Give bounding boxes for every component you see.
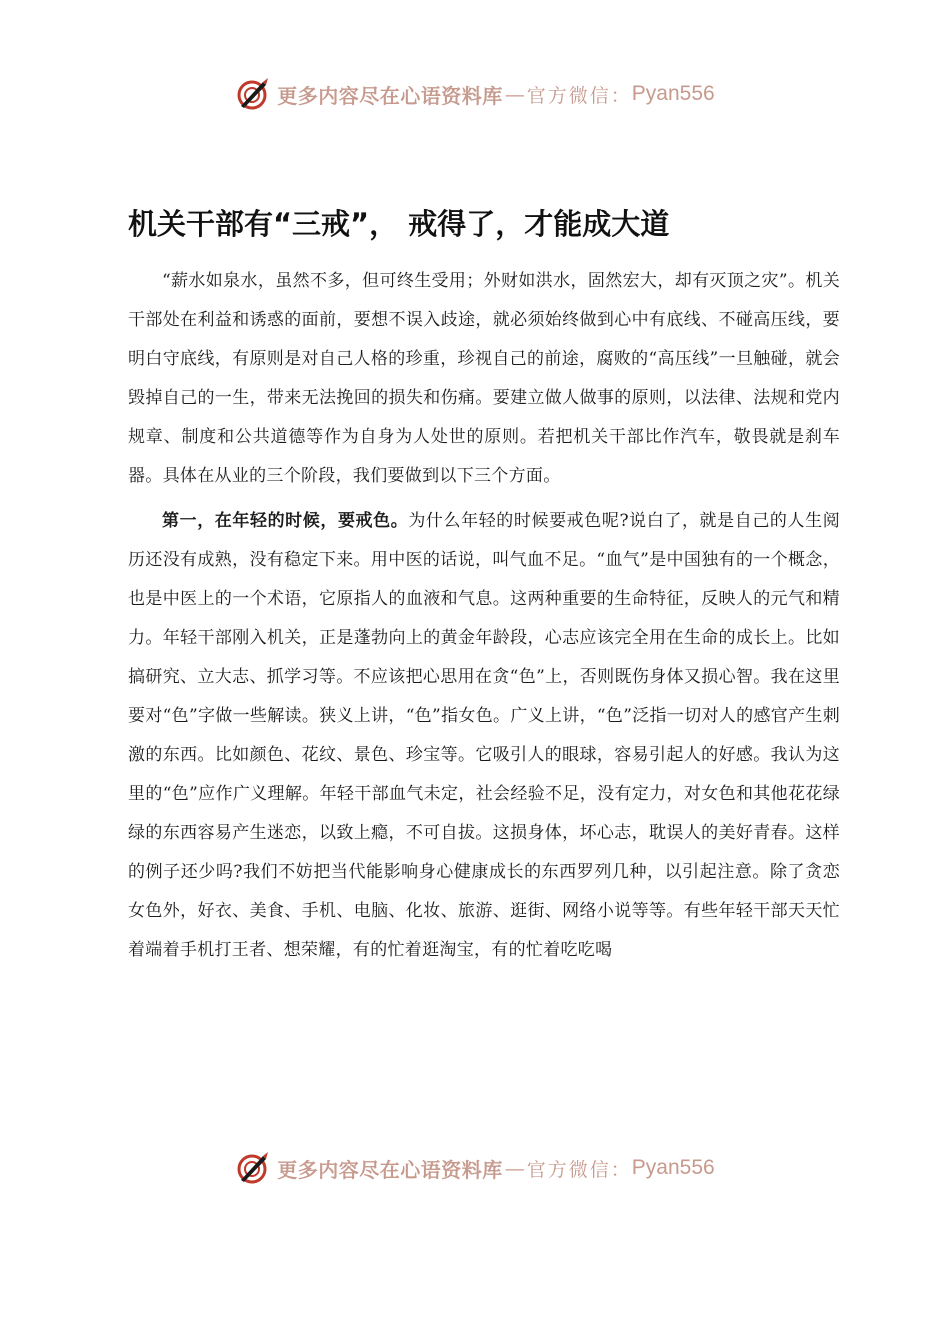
banner-slogan: 更多内容尽在心语资料库 [277,83,503,108]
banner-separator: — [504,1156,525,1180]
intro-paragraph: “薪水如泉水，虽然不多，但可终生受用；外财如洪水，固然宏大，却有灭顶之灾”。机关干部处在利益和诱惑的面前，要想不误入歧途，就必须始终做到心中有底线、不碰高压线，要明白守底线，有原则是对自己人格的珍重，珍视自己的前途，腐败的“高压线”一旦触碰，就会毁掉自己的一生，带来无法挽回的损失和伤痛。要建立做人做事的原则，以法律、法规和党内规章、制度和公共道德等作为自身为人处世的原则。若把机关干部比作汽车，敬畏就是刹车器。具体在从业的三个阶段，我们要做到以下三个方面。 [128,271,840,486]
article [128,200,840,970]
article-title: 机关干部有“三戒”， 戒得了，才能成大道 [128,207,670,241]
banner-wechat-id: Pyan556 [631,82,715,105]
banner-wechat-label: 官方微信： [526,84,632,107]
section1-paragraph [128,502,840,970]
banner-separator: — [504,82,525,106]
footer-banner [0,1146,950,1190]
banner-wechat-label: 官方微信： [526,1158,632,1181]
section1-body: 为什么年轻的时候要戒色呢?说白了，就是自己的人生阅历还没有成熟，没有稳定下来。用中医的话说，叫气血不足。“血气”是中国独有的一个概念，也是中医上的一个术语，它原指人的血液和气息。这两种重要的生命特征，反映人的元气和精力。年轻干部刚入机关，正是蓬勃向上的黄金年龄段，心志应该完全用在生命的成长上。比如搞研究、立大志、抓学习等。不应该把心思用在贪“色”上，否则既伤身体又损心智。我在这里要对“色”字做一些解读。狭义上讲，“色”指女色。广义上讲，“色”泛指一切对人的感官产生刺激的东西。比如颜色、花纹、景色、珍宝等。它吸引人的眼球，容易引起人的好感。我认为这里的“色”应作广义理解。年轻干部血气未定，社会经验不足，没有定力，对女色和其他花花绿绿的东西容易产生迷恋，以致上瘾，不可自拔。这损身体，坏心志，耽误人的美好青春。这样的例子还少吗?我们不妨把当代能影响身心健康成长的东西罗列几种，以引起注意。除了贪恋女色外，好衣、美食、手机、电脑、化妆、旅游、逛街、网络小说等等。有些年轻干部天天忙着端着手机打王者、想荣耀，有的忙着逛淘宝，有的忙着吃吃喝 [128,511,840,960]
section1-lead: 第一，在年轻的时候，要戒色。 [162,511,409,531]
quill-pen-seal-icon [235,76,271,112]
banner-slogan: 更多内容尽在心语资料库 [277,1157,503,1182]
header-banner [0,72,950,116]
quill-pen-seal-icon [235,1150,271,1186]
banner-wechat-id: Pyan556 [631,1156,715,1179]
